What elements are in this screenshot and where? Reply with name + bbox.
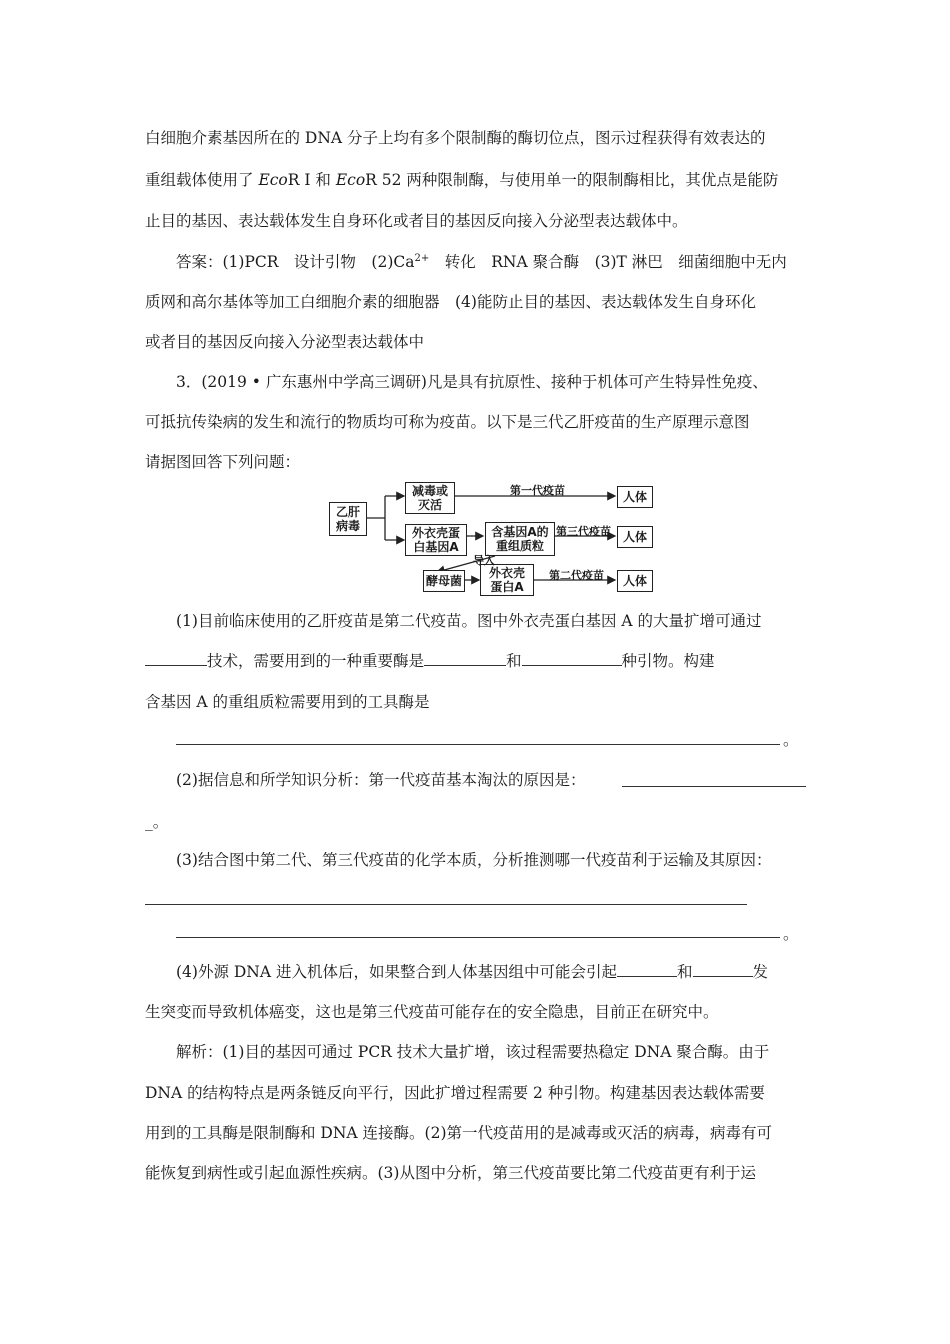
hbv-virus-box: 乙肝 病毒: [329, 502, 367, 536]
answer-rule[interactable]: [145, 904, 747, 905]
label-second-gen: 第二代疫苗: [549, 569, 604, 582]
subquestion-line: 技术，需要用到的一种重要酶是 和 种引物。构建: [145, 651, 810, 671]
explanation-line: 用到的工具酶是限制酶和 DNA 连接酶。(2)第一代疫苗用的是减毒或灭活的病毒，病毒有可: [145, 1124, 772, 1142]
label-third-gen: 第三代疫苗: [556, 525, 611, 538]
human-box-2: 人体: [617, 526, 653, 548]
answer-blank[interactable]: [522, 651, 622, 666]
answer-blank[interactable]: [693, 962, 753, 977]
text-line: 白细胞介素基因所在的 DNA 分子上均有多个限制酶的酶切位点，图示过程获得有效表达的: [145, 129, 766, 147]
explanation-line: 解析：(1)目的基因可通过 PCR 技术大量扩增，该过程需要热稳定 DNA 聚合酶。由于: [176, 1043, 770, 1061]
attenuated-box: 减毒或 灭活: [405, 482, 455, 514]
capsid-gene-box: 外衣壳蛋 白基因A: [405, 524, 467, 556]
text-line: 重组载体使用了 EcoR Ⅰ 和 EcoR 52 两种限制酶，与使用单一的限制酶相比，其优点是能防: [145, 171, 779, 189]
subquestion-line: 生突变而导致机体癌变，这也是第三代疫苗可能存在的安全隐患，目前正在研究中。: [145, 1003, 719, 1021]
subquestion-line: 含基因 A 的重组质粒需要用到的工具酶是: [145, 693, 430, 711]
subquestion-line: _。: [145, 813, 169, 831]
answer-line: 答案：(1)PCR 设计引物 $(2)Ca^{2+}$ 转化 RNA 聚合酶 (3)T 淋巴 细菌细胞中无内: [176, 252, 787, 271]
answer-line: 或者目的基因反向接入分泌型表达载体中: [145, 333, 425, 351]
answer-rule[interactable]: [176, 937, 780, 938]
subquestion-line: (4)外源 DNA 进入机体后，如果整合到人体基因组中可能会引起 和 发: [176, 963, 769, 981]
answer-blank[interactable]: [424, 651, 506, 666]
recombinant-plasmid-box: 含基因A的 重组质粒: [485, 522, 555, 556]
question-line: 3．(2019 • 广东惠州中学高三调研)凡是具有抗原性、接种于机体可产生特异性免疫、: [176, 373, 768, 391]
capsid-protein-box: 外衣壳 蛋白A: [480, 564, 534, 596]
label-import: 导入: [473, 554, 495, 567]
subquestion-line: (2)据信息和所学知识分析：第一代疫苗基本淘汰的原因是：: [176, 771, 586, 789]
subquestion-line: (1)目前临床使用的乙肝疫苗是第二代疫苗。图中外衣壳蛋白基因 A 的大量扩增可通过: [176, 612, 762, 630]
period: 。: [783, 925, 799, 943]
question-line: 请据图回答下列问题：: [145, 453, 301, 471]
text-line: 止目的基因、表达载体发生自身环化或者目的基因反向接入分泌型表达载体中。: [145, 212, 688, 230]
human-box-1: 人体: [617, 486, 653, 508]
explanation-line: DNA 的结构特点是两条链反向平行，因此扩增过程需要 2 种引物。构建基因表达载体需要: [145, 1084, 765, 1102]
question-line: 可抵抗传染病的发生和流行的物质均可称为疫苗。以下是三代乙肝疫苗的生产原理示意图: [145, 413, 750, 431]
label-first-gen: 第一代疫苗: [510, 484, 565, 497]
period: 。: [783, 731, 799, 749]
answer-rule[interactable]: [176, 744, 780, 745]
answer-blank[interactable]: [617, 962, 677, 977]
vaccine-diagram: [325, 480, 655, 595]
subquestion-line: (3)结合图中第二代、第三代疫苗的化学本质，分析推测哪一代疫苗利于运输及其原因：: [176, 851, 772, 869]
human-box-3: 人体: [617, 570, 653, 592]
answer-line: 质网和高尔基体等加工白细胞介素的细胞器 (4)能防止目的基因、表达载体发生自身环化: [145, 293, 756, 311]
answer-blank[interactable]: [145, 651, 207, 666]
yeast-box: 酵母菌: [423, 570, 465, 592]
answer-rule[interactable]: [622, 786, 806, 787]
explanation-line: 能恢复到病性或引起血源性疾病。(3)从图中分析，第三代疫苗要比第二代疫苗更有利于运: [145, 1164, 756, 1182]
